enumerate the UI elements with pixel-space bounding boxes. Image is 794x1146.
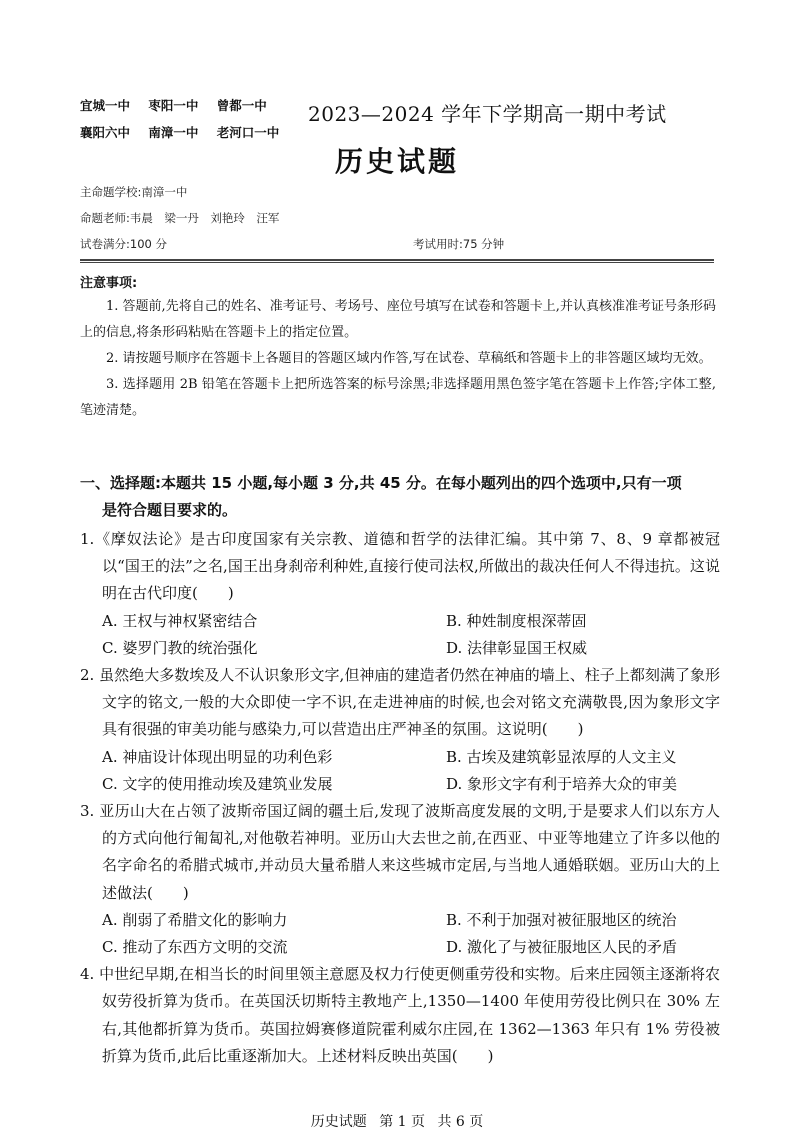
notice-item: 1. 答题前,先将自己的姓名、准考证号、考场号、座位号填写在试卷和答题卡上,并认真核准准考证号条形码上的信息,将条形码粘贴在答题卡上的指定位置。 bbox=[80, 299, 716, 340]
notice-item: 2. 请按题号顺序在答题卡上各题目的答题区域内作答,写在试卷、草稿纸和答题卡上的非答题区域均无效。 bbox=[106, 351, 712, 366]
option-c: C. 婆罗门教的统治强化 bbox=[102, 638, 258, 657]
notice-title: 注意事项: bbox=[80, 276, 138, 291]
question-3 bbox=[80, 798, 720, 961]
schools-row-1 bbox=[80, 92, 293, 119]
option-c: C. 推动了东西方文明的交流 bbox=[102, 938, 288, 957]
question-stem: 1.《摩奴法论》是古印度国家有关宗教、道德和哲学的法律汇编。其中第 7、8、9 章都被冠以“国王的法”之名,国王出身刹帝利种姓,直接行使司法权,所做出的裁决任何人不得违抗。这说明在古代印度( ) bbox=[80, 530, 720, 603]
header-divider bbox=[80, 259, 714, 263]
exam-authors: 命题老师:韦晨 梁一丹 刘艳玲 汪军 bbox=[80, 211, 280, 225]
section-heading-line-1: 一、选择题:本题共 15 小题,每小题 3 分,共 45 分。在每小题列出的四个选项中,只有一项 bbox=[80, 474, 682, 492]
question-stem: 4. 中世纪早期,在相当长的时间里领主意愿及权力行使更侧重劳役和实物。后来庄园领主逐渐将农奴劳役折算为货币。在英国沃切斯特主教地产上,1350—1400 年使用劳役比例只在 30% 左右,其他都折算为货币。英国拉姆赛修道院霍利威尔庄园,在 1362—1363 年只有 1% 劳役被折算为货币,此后比重逐渐加大。上述材料反映出英国( ) bbox=[80, 965, 720, 1065]
question-options bbox=[80, 907, 720, 961]
exam-duration: 考试用时:75 分钟 bbox=[413, 237, 505, 251]
footer-page-number: 第 1 页 bbox=[379, 1114, 425, 1130]
question-options bbox=[80, 608, 720, 662]
option-a: A. 削弱了希腊文化的影响力 bbox=[102, 910, 288, 929]
option-b: B. 不利于加强对被征服地区的统治 bbox=[446, 910, 677, 929]
lead-school: 主命题学校:南漳一中 bbox=[80, 185, 188, 199]
question-4 bbox=[80, 961, 720, 1070]
option-b: B. 古埃及建筑彰显浓厚的人文主义 bbox=[446, 747, 677, 766]
footer-total-pages: 共 6 页 bbox=[437, 1114, 484, 1130]
school-name: 南漳一中 bbox=[148, 125, 199, 140]
section-heading bbox=[80, 470, 720, 524]
option-d: D. 法律彰显国王权威 bbox=[446, 638, 588, 657]
school-name: 曾都一中 bbox=[216, 98, 267, 113]
joint-schools bbox=[80, 92, 293, 146]
school-name: 老河口一中 bbox=[216, 125, 280, 140]
school-name: 宜城一中 bbox=[80, 98, 131, 113]
question-list bbox=[80, 526, 720, 1070]
section-heading-line-2: 是符合题目要求的。 bbox=[102, 501, 238, 519]
footer-subject: 历史试题 bbox=[310, 1114, 367, 1130]
question-options bbox=[80, 744, 720, 798]
school-name: 襄阳六中 bbox=[80, 125, 131, 140]
question-stem: 2. 虽然绝大多数埃及人不认识象形文字,但神庙的建造者仍然在神庙的墙上、柱子上都刻满了象形文字的铭文,一般的大众即使一字不识,在走进神庙的时候,也会对铭文充满敬畏,因为象形文字具有很强的审美功能与感染力,可以营造出庄严神圣的氛围。这说明( ) bbox=[80, 666, 720, 739]
question-1 bbox=[80, 526, 720, 662]
option-a: A. 神庙设计体现出明显的功利色彩 bbox=[102, 747, 333, 766]
page-footer bbox=[0, 1111, 794, 1131]
question-stem: 3. 亚历山大在占领了波斯帝国辽阔的疆土后,发现了波斯高度发展的文明,于是要求人们以东方人的方式向他行匍匐礼,对他敬若神明。亚历山大去世之前,在西亚、中亚等地建立了许多以他的名字命名的希腊式城市,并动员大量希腊人来这些城市定居,与当地人通婚联姻。亚历山大的上述做法( ) bbox=[80, 802, 720, 902]
school-name: 枣阳一中 bbox=[148, 98, 199, 113]
option-d: D. 象形文字有利于培养大众的审美 bbox=[446, 774, 678, 793]
notice-item: 3. 选择题用 2B 铅笔在答题卡上把所选答案的标号涂黑;非选择题用黑色签字笔在答题卡上作答;字体工整,笔迹清楚。 bbox=[80, 377, 716, 418]
subject-title: 历史试题 bbox=[334, 145, 459, 178]
option-c: C. 文字的使用推动埃及建筑业发展 bbox=[102, 774, 333, 793]
option-b: B. 种姓制度根深蒂固 bbox=[446, 611, 587, 630]
question-2 bbox=[80, 662, 720, 798]
notice-list bbox=[80, 294, 716, 424]
option-d: D. 激化了与被征服地区人民的矛盾 bbox=[446, 938, 678, 957]
full-score: 试卷满分:100 分 bbox=[80, 237, 167, 251]
option-a: A. 王权与神权紧密结合 bbox=[102, 611, 258, 630]
exam-title: 2023—2024 学年下学期高一期中考试 bbox=[308, 102, 667, 126]
